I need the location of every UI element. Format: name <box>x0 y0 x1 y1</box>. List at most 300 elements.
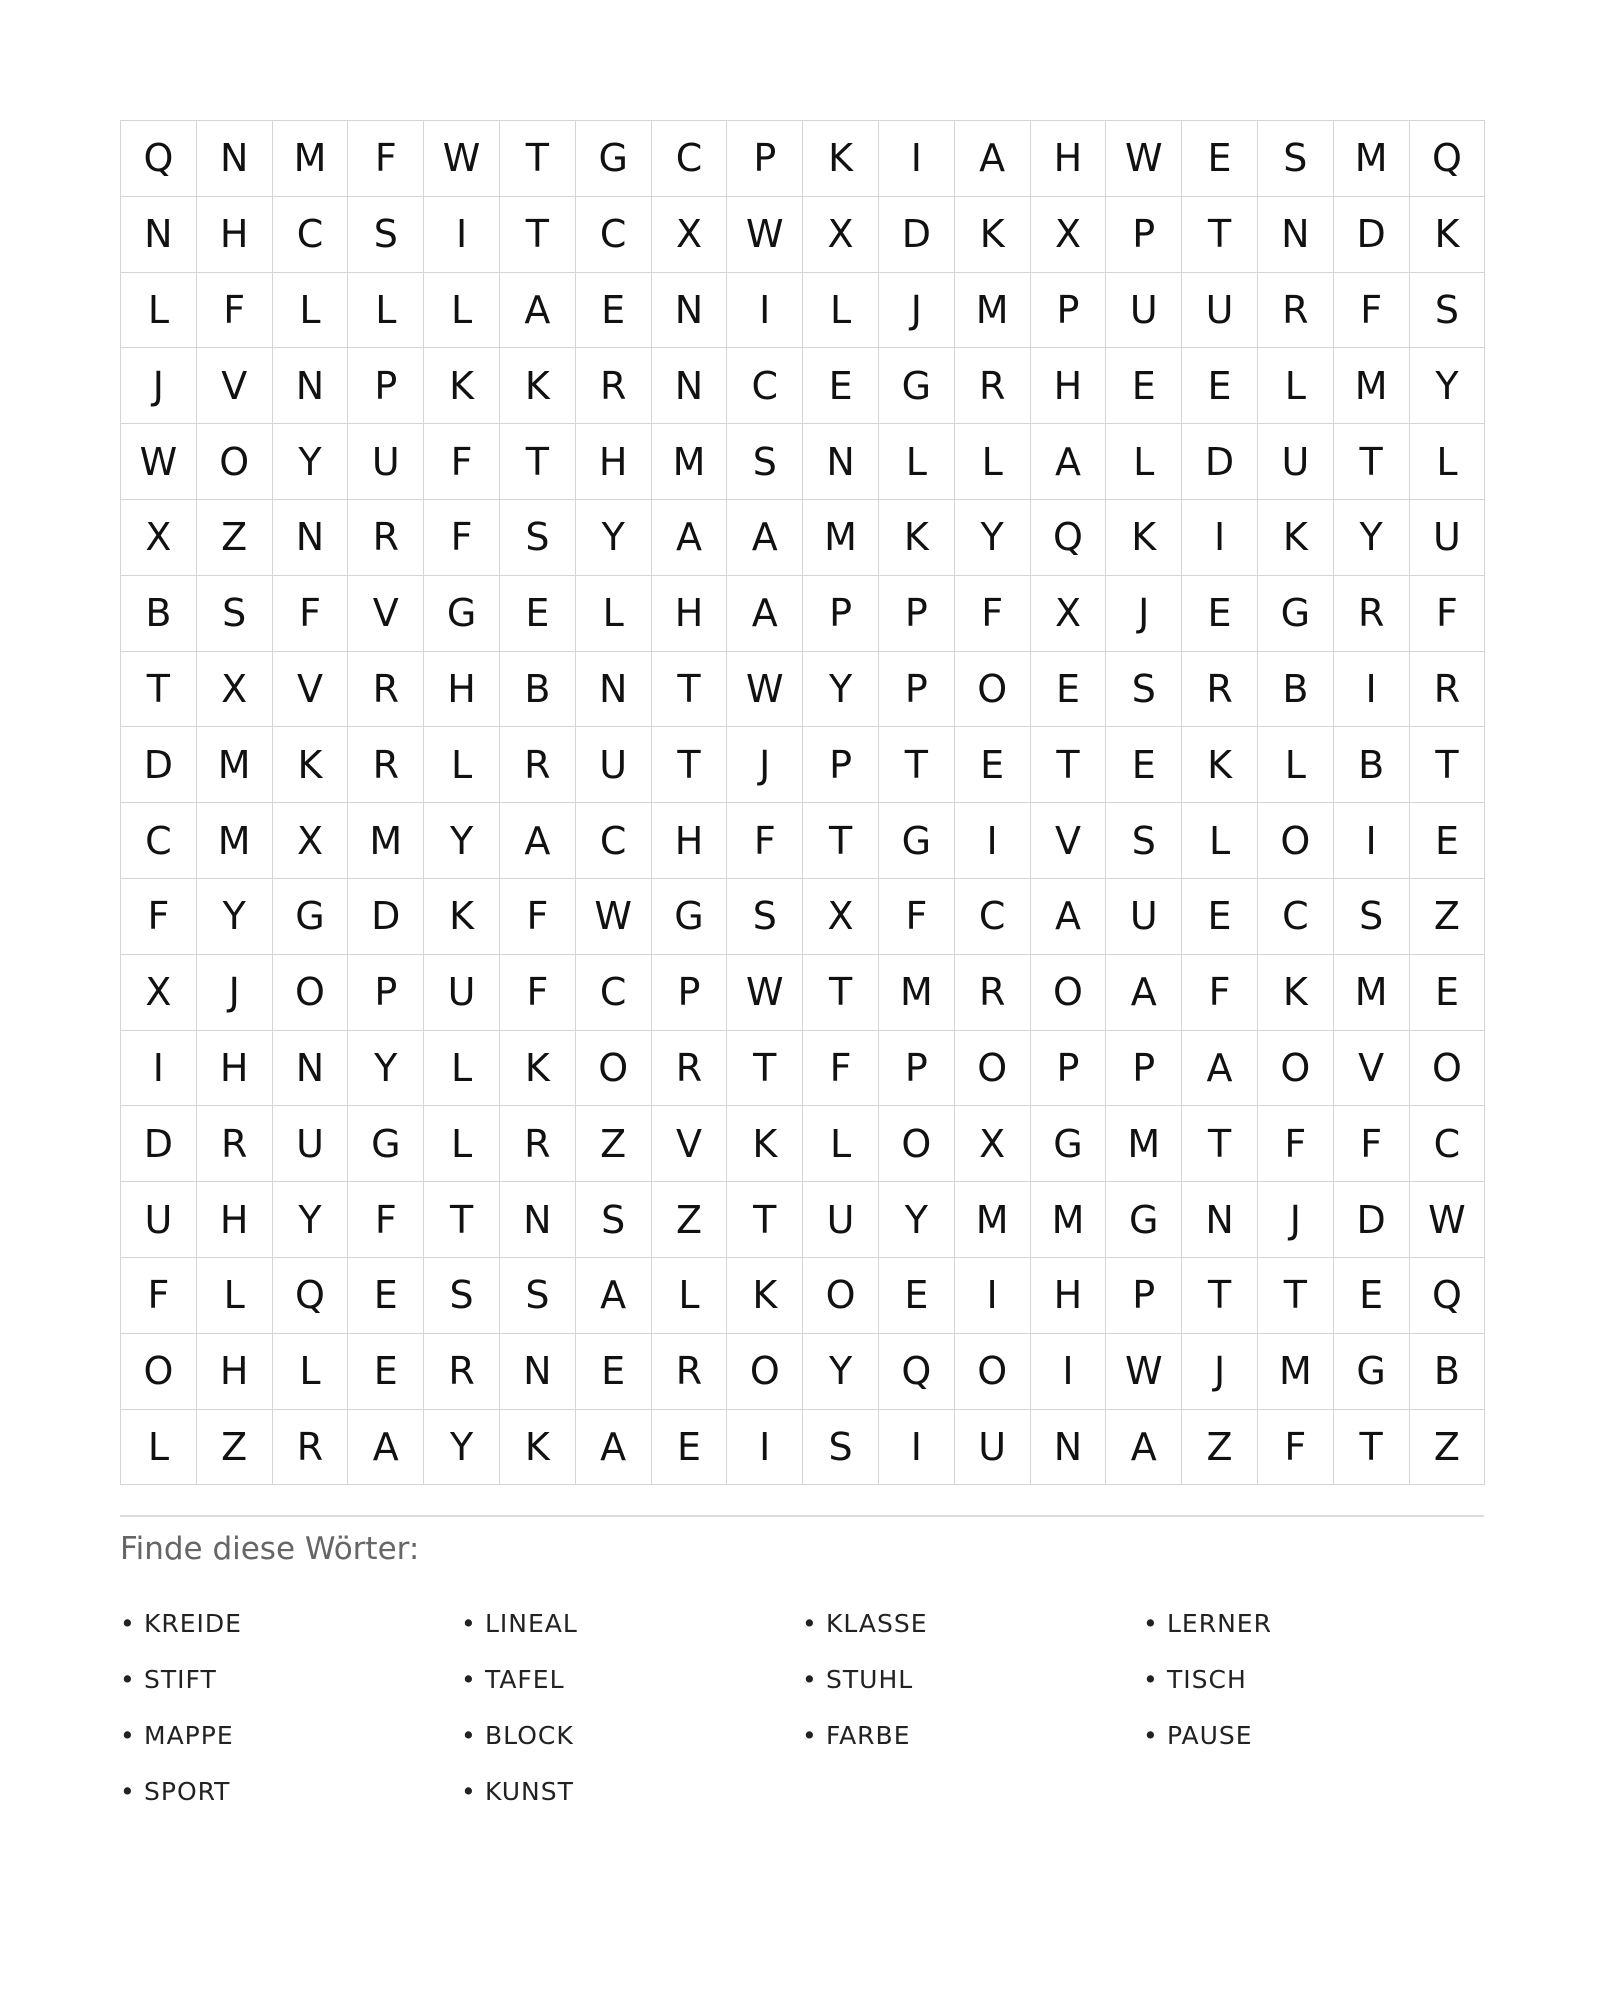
grid-cell[interactable]: F <box>727 803 803 879</box>
grid-cell[interactable]: L <box>1258 727 1334 803</box>
grid-cell[interactable]: P <box>1106 197 1182 273</box>
grid-cell[interactable]: R <box>955 955 1031 1031</box>
grid-cell[interactable]: L <box>424 1031 500 1107</box>
grid-cell[interactable]: I <box>879 1410 955 1486</box>
grid-cell[interactable]: P <box>803 576 879 652</box>
grid-cell[interactable]: A <box>348 1410 424 1486</box>
grid-cell[interactable]: R <box>1182 652 1258 728</box>
grid-cell[interactable]: F <box>1334 1106 1410 1182</box>
grid-cell[interactable]: N <box>273 348 349 424</box>
grid-cell[interactable]: F <box>348 121 424 197</box>
grid-cell[interactable]: X <box>273 803 349 879</box>
grid-cell[interactable]: K <box>955 197 1031 273</box>
grid-cell[interactable]: K <box>273 727 349 803</box>
grid-cell[interactable]: X <box>121 500 197 576</box>
grid-cell[interactable]: P <box>1031 1031 1107 1107</box>
grid-cell[interactable]: P <box>879 1031 955 1107</box>
grid-cell[interactable]: T <box>1182 1106 1258 1182</box>
grid-cell[interactable]: C <box>1410 1106 1486 1182</box>
grid-cell[interactable]: L <box>1106 424 1182 500</box>
grid-cell[interactable]: X <box>652 197 728 273</box>
grid-cell[interactable]: N <box>500 1182 576 1258</box>
grid-cell[interactable]: X <box>803 197 879 273</box>
grid-cell[interactable]: Q <box>1410 1258 1486 1334</box>
grid-cell[interactable]: U <box>348 424 424 500</box>
grid-cell[interactable]: T <box>652 652 728 728</box>
grid-cell[interactable]: T <box>803 955 879 1031</box>
grid-cell[interactable]: T <box>1031 727 1107 803</box>
grid-cell[interactable]: W <box>424 121 500 197</box>
grid-cell[interactable]: M <box>1334 348 1410 424</box>
grid-cell[interactable]: M <box>1334 955 1410 1031</box>
grid-cell[interactable]: C <box>955 879 1031 955</box>
grid-cell[interactable]: H <box>1031 1258 1107 1334</box>
grid-cell[interactable]: F <box>955 576 1031 652</box>
grid-cell[interactable]: F <box>500 955 576 1031</box>
grid-cell[interactable]: R <box>652 1334 728 1410</box>
grid-cell[interactable]: R <box>500 727 576 803</box>
grid-cell[interactable]: L <box>424 1106 500 1182</box>
grid-cell[interactable]: T <box>1334 1410 1410 1486</box>
grid-cell[interactable]: T <box>121 652 197 728</box>
grid-cell[interactable]: L <box>803 273 879 349</box>
grid-cell[interactable]: K <box>803 121 879 197</box>
grid-cell[interactable]: P <box>1106 1258 1182 1334</box>
grid-cell[interactable]: K <box>727 1258 803 1334</box>
grid-cell[interactable]: T <box>1258 1258 1334 1334</box>
grid-cell[interactable]: F <box>197 273 273 349</box>
grid-cell[interactable]: R <box>273 1410 349 1486</box>
grid-cell[interactable]: S <box>1334 879 1410 955</box>
grid-cell[interactable]: W <box>576 879 652 955</box>
grid-cell[interactable]: M <box>803 500 879 576</box>
grid-cell[interactable]: B <box>500 652 576 728</box>
grid-cell[interactable]: W <box>727 652 803 728</box>
grid-cell[interactable]: F <box>1334 273 1410 349</box>
grid-cell[interactable]: T <box>500 197 576 273</box>
grid-cell[interactable]: M <box>197 803 273 879</box>
grid-cell[interactable]: U <box>1410 500 1486 576</box>
grid-cell[interactable]: T <box>1410 727 1486 803</box>
grid-cell[interactable]: P <box>348 348 424 424</box>
grid-cell[interactable]: C <box>1258 879 1334 955</box>
grid-cell[interactable]: I <box>424 197 500 273</box>
grid-cell[interactable]: O <box>803 1258 879 1334</box>
grid-cell[interactable]: Y <box>197 879 273 955</box>
grid-cell[interactable]: L <box>1410 424 1486 500</box>
grid-cell[interactable]: P <box>879 652 955 728</box>
grid-cell[interactable]: A <box>1106 1410 1182 1486</box>
grid-cell[interactable]: I <box>1334 652 1410 728</box>
grid-cell[interactable]: L <box>273 273 349 349</box>
grid-cell[interactable]: Y <box>348 1031 424 1107</box>
grid-cell[interactable]: V <box>197 348 273 424</box>
grid-cell[interactable]: L <box>955 424 1031 500</box>
grid-cell[interactable]: P <box>803 727 879 803</box>
grid-cell[interactable]: P <box>1031 273 1107 349</box>
grid-cell[interactable]: Y <box>1410 348 1486 424</box>
grid-cell[interactable]: K <box>500 348 576 424</box>
grid-cell[interactable]: K <box>1182 727 1258 803</box>
grid-cell[interactable]: G <box>1334 1334 1410 1410</box>
grid-cell[interactable]: E <box>1182 879 1258 955</box>
grid-cell[interactable]: L <box>348 273 424 349</box>
grid-cell[interactable]: R <box>348 727 424 803</box>
grid-cell[interactable]: T <box>1334 424 1410 500</box>
grid-cell[interactable]: S <box>576 1182 652 1258</box>
grid-cell[interactable]: O <box>121 1334 197 1410</box>
grid-cell[interactable]: V <box>1334 1031 1410 1107</box>
grid-cell[interactable]: A <box>576 1410 652 1486</box>
grid-cell[interactable]: J <box>727 727 803 803</box>
grid-cell[interactable]: I <box>727 273 803 349</box>
grid-cell[interactable]: E <box>1106 348 1182 424</box>
grid-cell[interactable]: D <box>1182 424 1258 500</box>
grid-cell[interactable]: K <box>500 1410 576 1486</box>
grid-cell[interactable]: O <box>197 424 273 500</box>
grid-cell[interactable]: I <box>955 803 1031 879</box>
grid-cell[interactable]: Q <box>1410 121 1486 197</box>
grid-cell[interactable]: S <box>1106 652 1182 728</box>
grid-cell[interactable]: B <box>1410 1334 1486 1410</box>
grid-cell[interactable]: H <box>197 1182 273 1258</box>
grid-cell[interactable]: C <box>576 955 652 1031</box>
grid-cell[interactable]: U <box>803 1182 879 1258</box>
grid-cell[interactable]: H <box>1031 121 1107 197</box>
grid-cell[interactable]: F <box>803 1031 879 1107</box>
grid-cell[interactable]: X <box>197 652 273 728</box>
grid-cell[interactable]: Q <box>273 1258 349 1334</box>
grid-cell[interactable]: G <box>1258 576 1334 652</box>
grid-cell[interactable]: G <box>348 1106 424 1182</box>
grid-cell[interactable]: X <box>1031 197 1107 273</box>
grid-cell[interactable]: Z <box>1182 1410 1258 1486</box>
grid-cell[interactable]: D <box>348 879 424 955</box>
grid-cell[interactable]: O <box>955 1334 1031 1410</box>
grid-cell[interactable]: J <box>1258 1182 1334 1258</box>
grid-cell[interactable]: Y <box>803 1334 879 1410</box>
grid-cell[interactable]: Q <box>1031 500 1107 576</box>
grid-cell[interactable]: L <box>652 1258 728 1334</box>
grid-cell[interactable]: H <box>197 1334 273 1410</box>
grid-cell[interactable]: L <box>1182 803 1258 879</box>
grid-cell[interactable]: E <box>1182 348 1258 424</box>
grid-cell[interactable]: N <box>1031 1410 1107 1486</box>
grid-cell[interactable]: T <box>803 803 879 879</box>
grid-cell[interactable]: U <box>1106 879 1182 955</box>
grid-cell[interactable]: B <box>1258 652 1334 728</box>
grid-cell[interactable]: F <box>879 879 955 955</box>
grid-cell[interactable]: I <box>727 1410 803 1486</box>
grid-cell[interactable]: F <box>1258 1410 1334 1486</box>
grid-cell[interactable]: Y <box>879 1182 955 1258</box>
grid-cell[interactable]: D <box>1334 1182 1410 1258</box>
grid-cell[interactable]: C <box>727 348 803 424</box>
grid-cell[interactable]: E <box>1182 121 1258 197</box>
grid-cell[interactable]: C <box>273 197 349 273</box>
grid-cell[interactable]: F <box>1258 1106 1334 1182</box>
grid-cell[interactable]: N <box>1258 197 1334 273</box>
grid-cell[interactable]: S <box>500 500 576 576</box>
grid-cell[interactable]: G <box>273 879 349 955</box>
grid-cell[interactable]: V <box>273 652 349 728</box>
grid-cell[interactable]: H <box>576 424 652 500</box>
grid-cell[interactable]: J <box>197 955 273 1031</box>
grid-cell[interactable]: L <box>576 576 652 652</box>
grid-cell[interactable]: I <box>121 1031 197 1107</box>
grid-cell[interactable]: U <box>1258 424 1334 500</box>
grid-cell[interactable]: O <box>273 955 349 1031</box>
grid-cell[interactable]: X <box>121 955 197 1031</box>
grid-cell[interactable]: S <box>1106 803 1182 879</box>
grid-cell[interactable]: K <box>1258 955 1334 1031</box>
grid-cell[interactable]: G <box>1031 1106 1107 1182</box>
grid-cell[interactable]: A <box>727 500 803 576</box>
grid-cell[interactable]: A <box>1106 955 1182 1031</box>
grid-cell[interactable]: U <box>424 955 500 1031</box>
grid-cell[interactable]: F <box>500 879 576 955</box>
grid-cell[interactable]: C <box>576 803 652 879</box>
grid-cell[interactable]: Y <box>803 652 879 728</box>
grid-cell[interactable]: T <box>424 1182 500 1258</box>
grid-cell[interactable]: F <box>424 500 500 576</box>
grid-cell[interactable]: F <box>424 424 500 500</box>
grid-cell[interactable]: F <box>121 1258 197 1334</box>
grid-cell[interactable]: X <box>1031 576 1107 652</box>
grid-cell[interactable]: R <box>1258 273 1334 349</box>
grid-cell[interactable]: N <box>1182 1182 1258 1258</box>
grid-cell[interactable]: T <box>1182 1258 1258 1334</box>
grid-cell[interactable]: O <box>576 1031 652 1107</box>
grid-cell[interactable]: C <box>652 121 728 197</box>
grid-cell[interactable]: C <box>576 197 652 273</box>
grid-cell[interactable]: O <box>955 1031 1031 1107</box>
grid-cell[interactable]: V <box>652 1106 728 1182</box>
grid-cell[interactable]: Y <box>424 803 500 879</box>
grid-cell[interactable]: W <box>1410 1182 1486 1258</box>
grid-cell[interactable]: M <box>955 273 1031 349</box>
grid-cell[interactable]: K <box>1258 500 1334 576</box>
grid-cell[interactable]: F <box>273 576 349 652</box>
grid-cell[interactable]: R <box>576 348 652 424</box>
grid-cell[interactable]: Y <box>273 424 349 500</box>
grid-cell[interactable]: W <box>121 424 197 500</box>
grid-cell[interactable]: N <box>273 500 349 576</box>
grid-cell[interactable]: L <box>273 1334 349 1410</box>
grid-cell[interactable]: Q <box>121 121 197 197</box>
grid-cell[interactable]: O <box>1031 955 1107 1031</box>
grid-cell[interactable]: G <box>879 803 955 879</box>
grid-cell[interactable]: I <box>879 121 955 197</box>
grid-cell[interactable]: E <box>576 1334 652 1410</box>
grid-cell[interactable]: Z <box>1410 879 1486 955</box>
grid-cell[interactable]: H <box>1031 348 1107 424</box>
grid-cell[interactable]: K <box>424 879 500 955</box>
grid-cell[interactable]: M <box>879 955 955 1031</box>
grid-cell[interactable]: M <box>1106 1106 1182 1182</box>
grid-cell[interactable]: T <box>652 727 728 803</box>
grid-cell[interactable]: R <box>348 500 424 576</box>
grid-cell[interactable]: E <box>1106 727 1182 803</box>
grid-cell[interactable]: P <box>879 576 955 652</box>
grid-cell[interactable]: M <box>955 1182 1031 1258</box>
grid-cell[interactable]: R <box>1334 576 1410 652</box>
grid-cell[interactable]: L <box>803 1106 879 1182</box>
grid-cell[interactable]: S <box>1410 273 1486 349</box>
grid-cell[interactable]: T <box>500 121 576 197</box>
grid-cell[interactable]: A <box>1031 424 1107 500</box>
grid-cell[interactable]: G <box>424 576 500 652</box>
grid-cell[interactable]: P <box>348 955 424 1031</box>
grid-cell[interactable]: I <box>1031 1334 1107 1410</box>
grid-cell[interactable]: K <box>424 348 500 424</box>
grid-cell[interactable]: J <box>1182 1334 1258 1410</box>
grid-cell[interactable]: U <box>1106 273 1182 349</box>
grid-cell[interactable]: O <box>1410 1031 1486 1107</box>
grid-cell[interactable]: E <box>1031 652 1107 728</box>
grid-cell[interactable]: Y <box>424 1410 500 1486</box>
grid-cell[interactable]: L <box>424 727 500 803</box>
grid-cell[interactable]: I <box>955 1258 1031 1334</box>
grid-cell[interactable]: F <box>1410 576 1486 652</box>
grid-cell[interactable]: E <box>652 1410 728 1486</box>
grid-cell[interactable]: W <box>1106 1334 1182 1410</box>
grid-cell[interactable]: Q <box>879 1334 955 1410</box>
grid-cell[interactable]: O <box>727 1334 803 1410</box>
grid-cell[interactable]: G <box>652 879 728 955</box>
grid-cell[interactable]: U <box>1182 273 1258 349</box>
grid-cell[interactable]: S <box>197 576 273 652</box>
grid-cell[interactable]: W <box>1106 121 1182 197</box>
grid-cell[interactable]: R <box>1410 652 1486 728</box>
grid-cell[interactable]: N <box>652 348 728 424</box>
grid-cell[interactable]: E <box>955 727 1031 803</box>
grid-cell[interactable]: M <box>1258 1334 1334 1410</box>
grid-cell[interactable]: D <box>879 197 955 273</box>
grid-cell[interactable]: J <box>1106 576 1182 652</box>
grid-cell[interactable]: E <box>348 1258 424 1334</box>
grid-cell[interactable]: U <box>955 1410 1031 1486</box>
grid-cell[interactable]: E <box>500 576 576 652</box>
grid-cell[interactable]: B <box>121 576 197 652</box>
grid-cell[interactable]: G <box>879 348 955 424</box>
grid-cell[interactable]: M <box>348 803 424 879</box>
grid-cell[interactable]: Y <box>576 500 652 576</box>
grid-cell[interactable]: M <box>273 121 349 197</box>
grid-cell[interactable]: A <box>500 273 576 349</box>
grid-cell[interactable]: D <box>1334 197 1410 273</box>
grid-cell[interactable]: L <box>424 273 500 349</box>
grid-cell[interactable]: U <box>576 727 652 803</box>
grid-cell[interactable]: K <box>1410 197 1486 273</box>
grid-cell[interactable]: F <box>348 1182 424 1258</box>
grid-cell[interactable]: T <box>500 424 576 500</box>
grid-cell[interactable]: O <box>879 1106 955 1182</box>
grid-cell[interactable]: E <box>348 1334 424 1410</box>
grid-cell[interactable]: N <box>197 121 273 197</box>
grid-cell[interactable]: M <box>652 424 728 500</box>
grid-cell[interactable]: S <box>727 879 803 955</box>
grid-cell[interactable]: H <box>652 576 728 652</box>
grid-cell[interactable]: E <box>576 273 652 349</box>
grid-cell[interactable]: O <box>1258 1031 1334 1107</box>
grid-cell[interactable]: E <box>803 348 879 424</box>
grid-cell[interactable]: R <box>652 1031 728 1107</box>
grid-cell[interactable]: Z <box>652 1182 728 1258</box>
grid-cell[interactable]: E <box>1182 576 1258 652</box>
grid-cell[interactable]: P <box>652 955 728 1031</box>
grid-cell[interactable]: E <box>1410 955 1486 1031</box>
grid-cell[interactable]: K <box>727 1106 803 1182</box>
grid-cell[interactable]: R <box>955 348 1031 424</box>
grid-cell[interactable]: K <box>1106 500 1182 576</box>
grid-cell[interactable]: S <box>727 424 803 500</box>
grid-cell[interactable]: Y <box>955 500 1031 576</box>
grid-cell[interactable]: P <box>727 121 803 197</box>
grid-cell[interactable]: E <box>879 1258 955 1334</box>
grid-cell[interactable]: M <box>1334 121 1410 197</box>
grid-cell[interactable]: Y <box>1334 500 1410 576</box>
grid-cell[interactable]: N <box>576 652 652 728</box>
grid-cell[interactable]: A <box>652 500 728 576</box>
grid-cell[interactable]: J <box>121 348 197 424</box>
grid-cell[interactable]: U <box>121 1182 197 1258</box>
grid-cell[interactable]: N <box>273 1031 349 1107</box>
grid-cell[interactable]: N <box>500 1334 576 1410</box>
grid-cell[interactable]: K <box>879 500 955 576</box>
grid-cell[interactable]: R <box>348 652 424 728</box>
grid-cell[interactable]: X <box>955 1106 1031 1182</box>
grid-cell[interactable]: Z <box>197 500 273 576</box>
grid-cell[interactable]: S <box>424 1258 500 1334</box>
grid-cell[interactable]: Z <box>1410 1410 1486 1486</box>
grid-cell[interactable]: V <box>348 576 424 652</box>
grid-cell[interactable]: H <box>424 652 500 728</box>
grid-cell[interactable]: L <box>879 424 955 500</box>
grid-cell[interactable]: F <box>1182 955 1258 1031</box>
grid-cell[interactable]: N <box>121 197 197 273</box>
grid-cell[interactable]: E <box>1334 1258 1410 1334</box>
grid-cell[interactable]: R <box>197 1106 273 1182</box>
grid-cell[interactable]: S <box>1258 121 1334 197</box>
grid-cell[interactable]: N <box>803 424 879 500</box>
grid-cell[interactable]: L <box>121 273 197 349</box>
grid-cell[interactable]: T <box>879 727 955 803</box>
grid-cell[interactable]: H <box>652 803 728 879</box>
grid-cell[interactable]: L <box>197 1258 273 1334</box>
grid-cell[interactable]: T <box>1182 197 1258 273</box>
grid-cell[interactable]: K <box>500 1031 576 1107</box>
grid-cell[interactable]: H <box>197 1031 273 1107</box>
grid-cell[interactable]: V <box>1031 803 1107 879</box>
grid-cell[interactable]: A <box>1031 879 1107 955</box>
grid-cell[interactable]: R <box>424 1334 500 1410</box>
grid-cell[interactable]: Y <box>273 1182 349 1258</box>
grid-cell[interactable]: G <box>576 121 652 197</box>
grid-cell[interactable]: R <box>500 1106 576 1182</box>
grid-cell[interactable]: B <box>1334 727 1410 803</box>
grid-cell[interactable]: U <box>273 1106 349 1182</box>
grid-cell[interactable]: X <box>803 879 879 955</box>
grid-cell[interactable]: D <box>121 727 197 803</box>
grid-cell[interactable]: S <box>500 1258 576 1334</box>
grid-cell[interactable]: A <box>727 576 803 652</box>
grid-cell[interactable]: Z <box>576 1106 652 1182</box>
grid-cell[interactable]: W <box>727 197 803 273</box>
grid-cell[interactable]: A <box>500 803 576 879</box>
grid-cell[interactable]: C <box>121 803 197 879</box>
grid-cell[interactable]: L <box>1258 348 1334 424</box>
